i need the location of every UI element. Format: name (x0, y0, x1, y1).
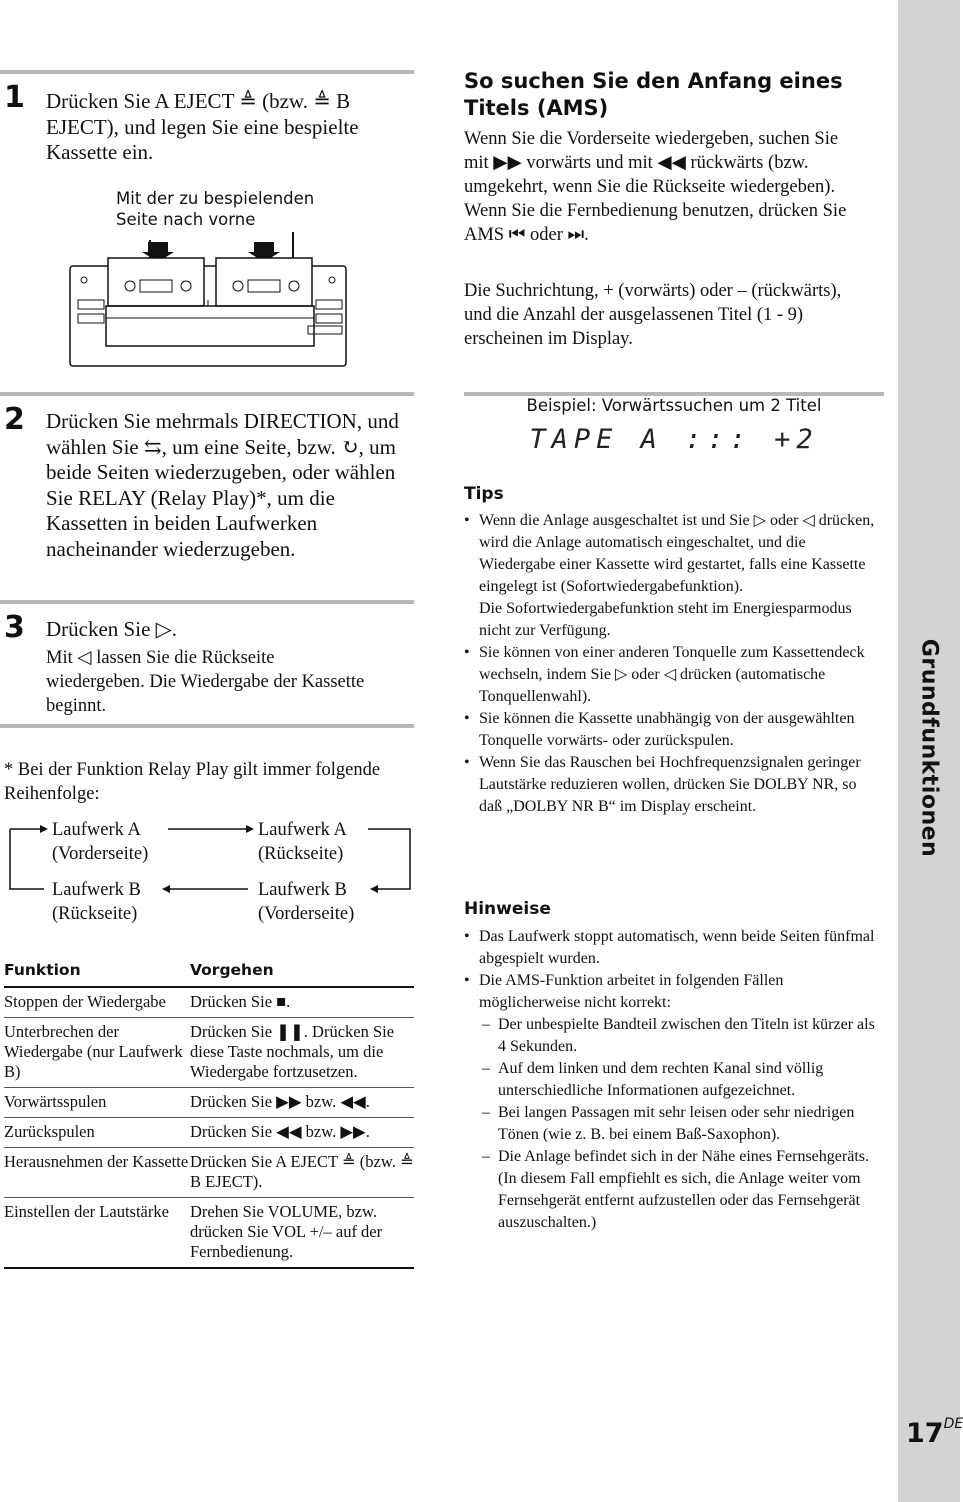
table-row (4, 1088, 414, 1118)
step-3-number: 3 (4, 610, 25, 645)
table-row (4, 1198, 414, 1269)
relay-a-back (258, 818, 347, 866)
page-number-value: 17 (906, 1418, 944, 1449)
table-row (4, 1018, 414, 1088)
table-header-funktion: Funktion (4, 956, 190, 987)
ams-display-readout: TAPE A ::: +2 (529, 424, 819, 455)
table-cell-funktion: Vorwärtsspulen (4, 1088, 190, 1118)
relay-b-back-line2: (Rückseite) (52, 904, 138, 924)
relay-a-front (52, 818, 148, 866)
rule-footnote (0, 724, 414, 728)
rule-step2 (0, 392, 414, 396)
relay-a-front-line1: Laufwerk A (52, 820, 141, 840)
table-cell-vorgehen: Drücken Sie ❚❚. Drücken Sie diese Taste nochmals, um die Wiedergabe fortzusetzen. (190, 1018, 414, 1088)
tips-item: • Wenn die Anlage ausgeschaltet ist und Sie ▷ oder ◁ drücken, wird die Anlage automatisch eingeschaltet, und die Wiedergabe einer Kassette wird gestartet, falls eine Kassette eingelegt ist (Sofortwiedergabefunktion). (464, 510, 876, 598)
cassette-deck-illustration (68, 230, 348, 380)
ams-paragraph-2: Die Suchrichtung, + (vorwärts) oder – (rückwärts), und die Anzahl der ausgelassenen Titel (1 - 9) erscheinen im Display. (464, 281, 842, 349)
step-3-subtext: Mit ◁ lassen Sie die Rückseite wiedergeben. Die Wiedergabe der Kassette beginnt. (46, 648, 365, 716)
relay-b-back-line1: Laufwerk B (52, 880, 141, 900)
table-cell-funktion: Herausnehmen der Kassette (4, 1148, 190, 1198)
table-row (4, 1148, 414, 1198)
tips-heading: Tips (464, 484, 504, 504)
step-1-text: Drücken Sie A EJECT ≜ (bzw. ≜ B EJECT), und legen Sie eine bespielte Kassette ein. (46, 89, 359, 164)
hinweise-sublist (464, 1014, 876, 1234)
hinweise-item: • Die AMS-Funktion arbeitet in folgenden Fällen möglicherweise nicht korrekt: (464, 970, 876, 1014)
hinweise-item: • Das Laufwerk stoppt automatisch, wenn beide Seiten fünfmal abgespielt wurden. (464, 926, 876, 970)
tips-list (464, 510, 876, 598)
side-tab-label: Grundfunktionen (916, 638, 942, 858)
step-2-number: 2 (4, 402, 25, 437)
ams-title: So suchen Sie den Anfang eines Titels (AMS) (464, 69, 843, 120)
table-cell-vorgehen: Drücken Sie A EJECT ≜ (bzw. ≜ B EJECT). (190, 1148, 414, 1198)
tips-item: • Wenn Sie das Rauschen bei Hochfrequenzsignalen geringer Lautstärke reduzieren wollen, drücken Sie DOLBY NR, so daß „DOLBY NR B“ im Display erscheint. (464, 752, 876, 818)
tips-item: • Sie können die Kassette unabhängig von der ausgewählten Tonquelle vorwärts- oder zurückspulen. (464, 708, 876, 752)
relay-b-back (52, 878, 141, 926)
relay-a-front-line2: (Vorderseite) (52, 844, 149, 864)
table-row (4, 1118, 414, 1148)
tips-list-cont (464, 642, 876, 818)
step-1-number: 1 (4, 80, 25, 115)
page-number (906, 1418, 963, 1449)
hinweise-heading: Hinweise (464, 899, 551, 919)
table-cell-funktion: Stoppen der Wiedergabe (4, 987, 190, 1018)
hinweise-block (464, 926, 876, 1234)
table-header-row (4, 956, 414, 987)
table-row (4, 987, 414, 1018)
hinweise-subitem: – Auf dem linken und dem rechten Kanal sind völlig unterschiedliche Informationen aufgezeichnet. (482, 1058, 876, 1102)
relay-b-front-line1: Laufwerk B (258, 880, 347, 900)
rule-step1 (0, 70, 414, 74)
relay-a-back-line2: (Rückseite) (258, 844, 344, 864)
footnote: * Bei der Funktion Relay Play gilt immer folgende Reihenfolge: (4, 760, 381, 804)
table-cell-funktion: Unterbrechen der Wiedergabe (nur Laufwerk B) (4, 1018, 190, 1088)
function-table-wrapper (4, 956, 414, 1269)
table-cell-funktion: Zurückspulen (4, 1118, 190, 1148)
table-cell-funktion: Einstellen der Lautstärke (4, 1198, 190, 1269)
relay-a-back-line1: Laufwerk A (258, 820, 347, 840)
table-cell-vorgehen: Drücken Sie ■. (190, 987, 414, 1018)
tips-item: • Sie können von einer anderen Tonquelle zum Kassettendeck wechseln, indem Sie ▷ oder ◁ drücken (automatische Tonquellenwahl). (464, 642, 876, 708)
page-language: DE (943, 1416, 963, 1432)
relay-b-front-line2: (Vorderseite) (258, 904, 355, 924)
step-3-text: Drücken Sie ▷. (46, 617, 178, 641)
table-header-vorgehen: Vorgehen (190, 956, 414, 987)
table-cell-vorgehen: Drehen Sie VOLUME, bzw. drücken Sie VOL +/– auf der Fernbedienung. (190, 1198, 414, 1269)
relay-b-front (258, 878, 354, 926)
table-cell-vorgehen: Drücken Sie ◀◀ bzw. ▶▶. (190, 1118, 414, 1148)
table-cell-vorgehen: Drücken Sie ▶▶ bzw. ◀◀. (190, 1088, 414, 1118)
ams-example-caption: Beispiel: Vorwärtssuchen um 2 Titel (526, 396, 822, 415)
hinweise-subitem: – Der unbespielte Bandteil zwischen den Titeln ist kürzer als 4 Sekunden. (482, 1014, 876, 1058)
function-table (4, 956, 414, 1269)
step-2-text: Drücken Sie mehrmals DIRECTION, und wählen Sie ⇆, um eine Seite, bzw. ↻, um beide Seiten wiederzugeben, oder wählen Sie RELAY (Relay Play)*, um die Kassetten in beiden Laufwerken nacheinander wiederzugeben. (46, 409, 399, 561)
ams-paragraph-1: Wenn Sie die Vorderseite wiedergeben, suchen Sie mit ▶▶ vorwärts und mit ◀◀ rückwärts (bzw. umgekehrt, wenn Sie die Rückseite wiedergeben). Wenn Sie die Fernbedienung benutzen, drücken Sie AMS ⏮ oder ⏭. (464, 129, 847, 245)
rule-step3 (0, 600, 414, 604)
figure-caption: Mit der zu bespielenden Seite nach vorne (116, 189, 315, 229)
tips-block (464, 510, 876, 818)
hinweise-subitem: – Bei langen Passagen mit sehr leisen oder sehr niedrigen Tönen (wie z. B. bei einem Baß-Saxophon). (482, 1102, 876, 1146)
tips-note: Die Sofortwiedergabefunktion steht im Energiesparmodus nicht zur Verfügung. (479, 600, 852, 639)
hinweise-subitem: – Die Anlage befindet sich in der Nähe eines Fernsehgeräts. (In diesem Fall empfiehlt es sich, die Anlage weiter vom Fernsehgerät entfernt aufzustellen oder das Fernsehgerät auszuschalten.) (482, 1146, 876, 1234)
hinweise-list (464, 926, 876, 1014)
